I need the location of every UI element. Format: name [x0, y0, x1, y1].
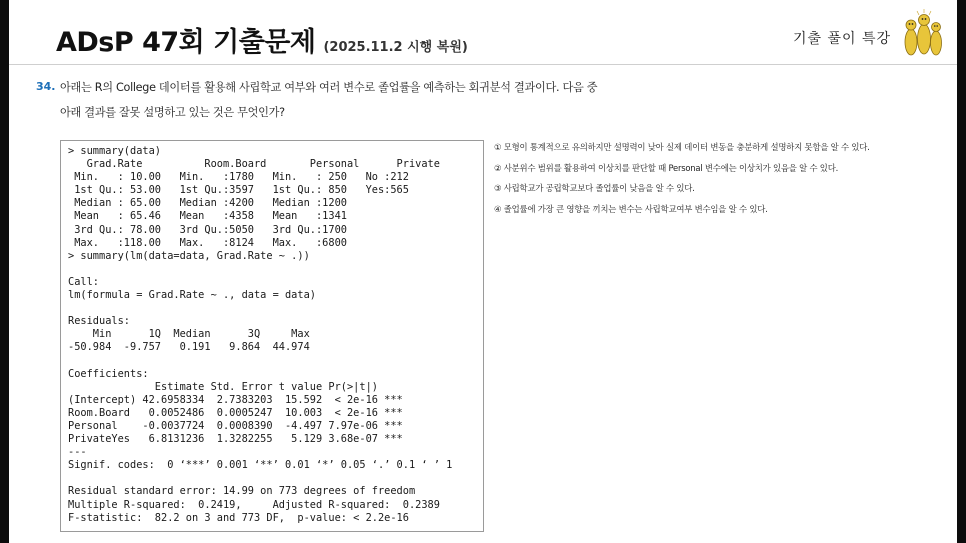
code-line: [68, 472, 452, 485]
code-line: > summary(lm(data=data, Grad.Rate ~ .)): [68, 249, 310, 262]
question-number: 34.: [36, 80, 56, 93]
title-row: [56, 20, 468, 60]
code-line: Max. :118.00 Max. :8124 Max. :6800: [68, 236, 347, 249]
answer-option-2[interactable]: ② 사분위수 범위를 활용하여 이상치를 판단할 때 Personal 변수에는 이상치가 있음을 알 수 있다.: [494, 162, 839, 173]
code-line: Estimate Std. Error t value Pr(>|t|): [68, 380, 378, 393]
answer-option-1[interactable]: ① 모형이 통계적으로 유의하지만 설명력이 낮아 실제 데이터 변동을 충분하게 설명하지 못함을 알 수 있다.: [494, 142, 870, 152]
code-line: PrivateYes 6.8131236 1.3282255 5.129 3.68e-07 ***: [68, 433, 403, 446]
meerkat-mascot-icon: [897, 6, 945, 58]
code-line: lm(formula = Grad.Rate ~ ., data = data): [68, 289, 316, 302]
code-line: [68, 355, 452, 368]
code-line: Signif. codes: 0 ‘***’ 0.001 ‘**’ 0.01 ‘*’ 0.05 ‘.’ 0.1 ‘ ’ 1: [68, 459, 453, 472]
code-line: 3rd Qu.: 78.00 3rd Qu.:5050 3rd Qu.:1700: [68, 223, 347, 236]
code-line: Mean : 65.46 Mean :4358 Mean :1341: [68, 210, 347, 223]
code-line: Grad.Rate Room.Board Personal Private: [68, 158, 440, 171]
code-line: [68, 302, 452, 315]
answer-option-3[interactable]: ③ 사립학교가 공립학교보다 졸업률이 낮음을 알 수 있다.: [494, 183, 695, 193]
question-text-line-1: 아래는 R의 College 데이터를 활용해 사립학교 여부와 여러 변수로 졸업률을 예측하는 회귀분석 결과이다. 다음 중: [60, 81, 598, 94]
brand-label: 기출 풀이 특강: [792, 31, 891, 47]
code-line: F-statistic: 82.2 on 3 and 773 DF, p-value: < 2.2e-16: [68, 511, 409, 524]
code-line: > summary(data): [68, 145, 161, 157]
answer-options: [494, 140, 870, 222]
code-line: Room.Board 0.0052486 0.0005247 10.003 < 2e-16 ***: [68, 406, 403, 419]
code-line: Min. : 10.00 Min. :1780 Min. : 250 No :212: [68, 171, 409, 184]
page-title: ADsP 47회 기출문제: [56, 27, 316, 58]
header-divider: [9, 64, 957, 65]
code-line: Min 1Q Median 3Q Max: [68, 328, 310, 341]
code-line: [68, 263, 452, 276]
code-line: Multiple R-squared: 0.2419, Adjusted R-squared: 0.2389: [68, 498, 440, 511]
page-subtitle: (2025.11.2 시행 복원): [323, 40, 468, 55]
code-line: Residual standard error: 14.99 on 773 degrees of freedom: [68, 485, 416, 498]
r-output-code: [68, 145, 452, 525]
code-line: Call:: [68, 275, 99, 288]
code-line: Coefficients:: [68, 367, 149, 380]
code-line: ---: [68, 446, 87, 459]
code-line: (Intercept) 42.6958334 2.7383203 15.592 < 2e-16 ***: [68, 393, 403, 406]
code-line: 1st Qu.: 53.00 1st Qu.:3597 1st Qu.: 850 Yes:565: [68, 184, 409, 197]
code-line: Residuals:: [68, 315, 130, 328]
slide: [9, 0, 957, 543]
r-output-box: [60, 140, 484, 532]
code-line: -50.984 -9.757 0.191 9.864 44.974: [68, 341, 310, 354]
code-line: Median : 65.00 Median :4200 Median :1200: [68, 197, 347, 210]
answer-option-4[interactable]: ④ 졸업률에 가장 큰 영향을 끼치는 변수는 사립학교여부 변수임을 알 수 있다.: [494, 203, 768, 214]
question-text-line-2: 아래 결과를 잘못 설명하고 있는 것은 무엇인가?: [60, 106, 285, 119]
code-line: Personal -0.0037724 0.0008390 -4.497 7.97e-06 ***: [68, 419, 403, 432]
